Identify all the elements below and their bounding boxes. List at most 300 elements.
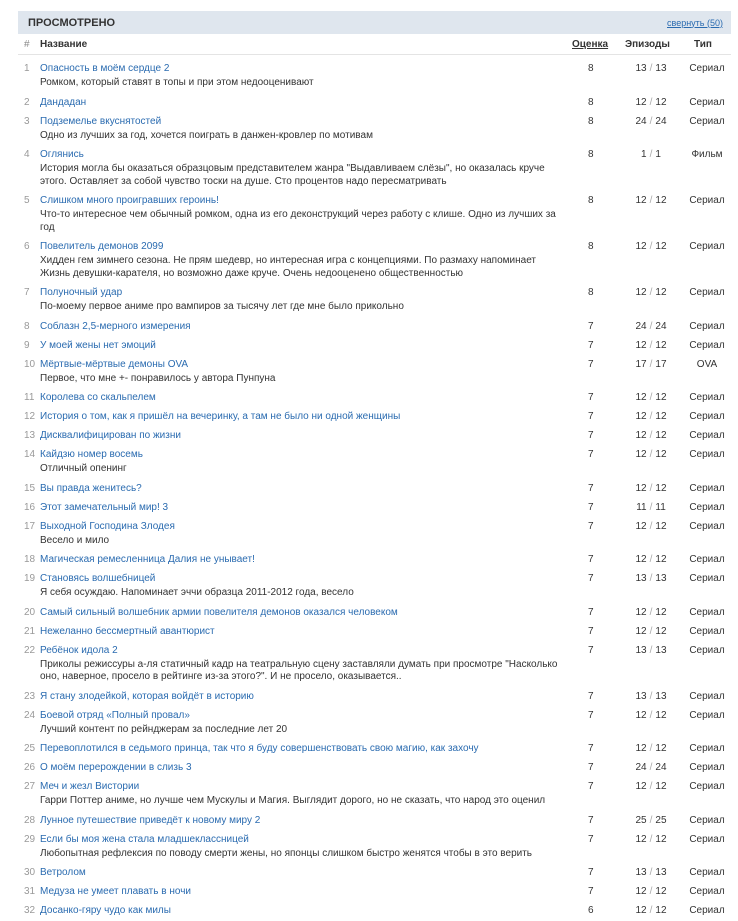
episodes-total: 13 <box>655 644 667 656</box>
anime-type: Сериал <box>689 762 725 773</box>
row-number: 11 <box>24 392 35 403</box>
episodes-progress <box>618 411 684 422</box>
episodes-separator: / <box>649 886 653 897</box>
episodes-separator: / <box>649 115 653 127</box>
user-comment: Первое, что мне +- понравилось у автора Пунпуна <box>40 372 276 384</box>
episodes-separator: / <box>649 625 653 637</box>
anime-title-link[interactable]: Я стану злодейкой, которая войдёт в историю <box>40 690 254 702</box>
episodes-watched: 24 <box>635 115 647 127</box>
user-score: 7 <box>588 339 594 351</box>
table-row <box>18 812 731 831</box>
user-score: 7 <box>588 554 594 565</box>
anime-title-link[interactable]: Становясь волшебницей <box>40 573 156 584</box>
episodes-total: 1 <box>655 149 661 160</box>
episodes-watched: 12 <box>635 411 647 422</box>
anime-title-link[interactable]: Соблазн 2,5-мерного измерения <box>40 320 191 332</box>
row-number: 9 <box>24 339 30 351</box>
episodes-progress <box>618 626 684 637</box>
anime-type: OVA <box>696 358 718 370</box>
episodes-progress <box>618 116 684 127</box>
episodes-watched: 12 <box>635 743 647 754</box>
episodes-progress <box>618 97 684 108</box>
row-number: 31 <box>24 886 36 897</box>
episodes-separator: / <box>649 449 653 460</box>
episodes-total: 12 <box>655 482 667 494</box>
row-number: 3 <box>24 115 30 127</box>
episodes-progress <box>618 781 684 792</box>
anime-type: Сериал <box>689 430 725 441</box>
episodes-watched: 13 <box>635 573 647 584</box>
anime-type: Сериал <box>689 195 725 206</box>
user-score: 8 <box>588 287 594 298</box>
episodes-separator: / <box>649 867 653 878</box>
anime-type: Сериал <box>689 392 725 403</box>
user-score: 7 <box>588 501 594 513</box>
table-row <box>18 446 731 480</box>
episodes-separator: / <box>649 358 653 370</box>
episodes-separator: / <box>649 392 653 403</box>
anime-title-link[interactable]: Перевоплотился в седьмого принца, так что я буду совершенствовать свою магию, как захочу <box>40 743 479 754</box>
anime-title-link[interactable]: Подземелье вкуснятостей <box>40 115 162 127</box>
episodes-watched: 11 <box>636 501 647 513</box>
episodes-total: 13 <box>655 690 667 702</box>
anime-list <box>18 60 731 921</box>
episodes-separator: / <box>649 743 653 754</box>
user-score: 8 <box>588 115 594 127</box>
episodes-watched: 13 <box>635 63 647 74</box>
anime-title-link[interactable]: Нежеланно бессмертный авантюрист <box>40 625 215 637</box>
episodes-watched: 17 <box>635 358 647 370</box>
table-row <box>18 642 731 688</box>
anime-type: Сериал <box>689 573 725 584</box>
episodes-separator: / <box>649 195 653 206</box>
user-score: 7 <box>588 358 594 370</box>
table-row <box>18 551 731 570</box>
row-number: 17 <box>24 520 36 532</box>
episodes-watched: 12 <box>635 709 647 721</box>
anime-title-link[interactable]: Слишком много проигравших героинь! <box>40 195 219 206</box>
episodes-separator: / <box>649 96 653 108</box>
user-score: 8 <box>588 149 594 160</box>
episodes-total: 12 <box>655 96 667 108</box>
anime-title-link[interactable]: Этот замечательный мир! 3 <box>40 501 169 513</box>
anime-type: Сериал <box>689 867 725 878</box>
episodes-watched: 12 <box>635 241 647 252</box>
anime-title-link[interactable]: Лунное путешествие приведёт к новому миру 2 <box>40 814 261 826</box>
anime-title-link[interactable]: Выходной Господина Злодея <box>40 520 175 532</box>
episodes-separator: / <box>649 814 653 826</box>
row-number: 25 <box>24 743 36 754</box>
episodes-total: 12 <box>655 709 667 721</box>
user-score: 8 <box>588 195 594 206</box>
episodes-watched: 24 <box>635 762 647 773</box>
table-row <box>18 113 731 147</box>
episodes-separator: / <box>649 905 653 916</box>
user-score: 7 <box>588 762 594 773</box>
anime-type: Сериал <box>689 709 725 721</box>
user-score: 7 <box>588 625 594 637</box>
anime-title-link[interactable]: Полуночный удар <box>40 287 123 298</box>
row-number: 10 <box>24 358 36 370</box>
row-number: 6 <box>24 241 30 252</box>
row-number: 32 <box>24 905 36 916</box>
anime-type: Сериал <box>689 690 725 702</box>
row-number: 4 <box>24 149 30 160</box>
episodes-separator: / <box>649 149 653 160</box>
table-row <box>18 192 731 238</box>
episodes-progress <box>618 867 684 878</box>
episodes-watched: 1 <box>641 149 647 160</box>
table-row <box>18 284 731 318</box>
episodes-progress <box>618 743 684 754</box>
episodes-watched: 12 <box>635 554 647 565</box>
episodes-separator: / <box>649 287 653 298</box>
episodes-separator: / <box>649 690 653 702</box>
episodes-progress <box>618 287 684 298</box>
episodes-total: 24 <box>655 115 667 127</box>
row-number: 13 <box>24 430 36 441</box>
table-row <box>18 688 731 707</box>
column-episodes: Эпизоды <box>625 39 670 50</box>
anime-type: Сериал <box>689 743 725 754</box>
anime-type: Сериал <box>689 96 725 108</box>
anime-title-link[interactable]: Опасность в моём сердце 2 <box>40 63 170 74</box>
user-comment: Лучший контент по рейнджерам за последние лет 20 <box>40 723 288 735</box>
anime-title-link[interactable]: Самый сильный волшебник армии повелителя демонов оказался человеком <box>40 606 398 618</box>
anime-type: Сериал <box>689 644 725 656</box>
episodes-total: 13 <box>655 63 667 74</box>
column-type: Тип <box>694 39 712 50</box>
user-score: 8 <box>588 241 594 252</box>
anime-title-link[interactable]: Королева со скальпелем <box>40 392 156 403</box>
user-score: 7 <box>588 482 594 494</box>
episodes-watched: 12 <box>635 520 647 532</box>
episodes-separator: / <box>649 482 653 494</box>
episodes-progress <box>618 502 684 513</box>
user-score: 7 <box>588 411 594 422</box>
episodes-separator: / <box>649 501 653 513</box>
episodes-progress <box>618 834 684 845</box>
episodes-total: 12 <box>655 625 667 637</box>
user-score: 7 <box>588 814 594 826</box>
episodes-progress <box>618 149 684 160</box>
anime-title-link[interactable]: История о том, как я пришёл на вечеринку, а там не было ни одной женщины <box>40 411 401 422</box>
user-score: 7 <box>588 392 594 403</box>
row-number: 18 <box>24 554 36 565</box>
episodes-progress <box>618 905 684 916</box>
episodes-total: 12 <box>655 241 667 252</box>
episodes-watched: 25 <box>635 814 647 826</box>
episodes-progress <box>618 321 684 332</box>
table-row <box>18 518 731 552</box>
row-number: 16 <box>24 501 36 513</box>
anime-title-link[interactable]: Боевой отряд «Полный провал» <box>40 709 190 721</box>
episodes-watched: 12 <box>635 625 647 637</box>
user-comment: Одно из лучших за год, хочется поиграть в данжен-кровлер по мотивам <box>40 129 373 141</box>
anime-title-link[interactable]: Мёртвые-мёртвые демоны OVA <box>40 358 189 370</box>
anime-title-link[interactable]: Ветролом <box>40 867 86 878</box>
row-number: 21 <box>24 625 36 637</box>
episodes-watched: 12 <box>635 606 647 618</box>
row-number: 5 <box>24 195 30 206</box>
anime-title-link[interactable]: Если бы моя жена стала младшеклассницей <box>40 833 249 845</box>
row-number: 1 <box>24 63 30 74</box>
user-comment: Я себя осуждаю. Напоминает эччи образца 2011-2012 года, весело <box>40 587 354 598</box>
episodes-progress <box>618 645 684 656</box>
episodes-separator: / <box>649 320 653 332</box>
user-score: 7 <box>588 867 594 878</box>
anime-title-link[interactable]: Оглянись <box>40 149 84 160</box>
anime-type: Сериал <box>689 625 725 637</box>
user-score: 7 <box>588 690 594 702</box>
watched-list-panel <box>18 11 731 921</box>
user-score: 7 <box>588 449 594 460</box>
table-row <box>18 238 731 284</box>
anime-title-link[interactable]: Магическая ремесленница Далия не унывает! <box>40 554 255 565</box>
episodes-progress <box>618 195 684 206</box>
row-number: 12 <box>24 411 36 422</box>
episodes-watched: 12 <box>635 482 647 494</box>
anime-type: Сериал <box>689 411 725 422</box>
anime-type: Сериал <box>689 241 725 252</box>
episodes-progress <box>618 554 684 565</box>
episodes-watched: 13 <box>635 690 647 702</box>
column-score-sort[interactable]: Оценка <box>572 39 609 50</box>
episodes-watched: 12 <box>635 392 647 403</box>
episodes-separator: / <box>649 411 653 422</box>
user-score: 7 <box>588 743 594 754</box>
anime-type: Сериал <box>689 482 725 494</box>
anime-title-link[interactable]: Меч и жезл Вистории <box>40 781 140 792</box>
episodes-watched: 12 <box>635 905 647 916</box>
episodes-total: 13 <box>655 867 667 878</box>
anime-type: Сериал <box>689 905 725 916</box>
anime-type: Сериал <box>689 320 725 332</box>
column-num: # <box>24 39 30 50</box>
user-comment: По-моему первое аниме про вампиров за тысячу лет где мне было прикольно <box>40 301 404 312</box>
episodes-separator: / <box>649 430 653 441</box>
user-comment: Что-то интересное чем обычный ромком, одна из его деконструкций через работу с клише. Одно из лучших за год <box>40 209 556 233</box>
episodes-separator: / <box>649 520 653 532</box>
user-score: 7 <box>588 833 594 845</box>
row-number: 19 <box>24 573 36 584</box>
table-row <box>18 94 731 113</box>
anime-type: Сериал <box>689 115 725 127</box>
episodes-watched: 12 <box>635 430 647 441</box>
episodes-separator: / <box>649 241 653 252</box>
anime-title-link[interactable]: О моём перерождении в слизь 3 <box>40 762 192 773</box>
episodes-separator: / <box>649 606 653 618</box>
episodes-separator: / <box>649 644 653 656</box>
episodes-watched: 12 <box>635 339 647 351</box>
episodes-separator: / <box>649 781 653 792</box>
episodes-watched: 13 <box>635 867 647 878</box>
episodes-total: 13 <box>655 573 667 584</box>
episodes-total: 12 <box>655 781 667 792</box>
anime-type: Фильм <box>691 149 723 160</box>
anime-title-link[interactable]: Ребёнок идола 2 <box>40 644 118 656</box>
episodes-progress <box>618 392 684 403</box>
row-number: 22 <box>24 644 36 656</box>
episodes-total: 12 <box>655 411 667 422</box>
episodes-total: 12 <box>655 520 667 532</box>
episodes-separator: / <box>649 833 653 845</box>
table-header <box>18 34 731 55</box>
row-number: 30 <box>24 867 36 878</box>
episodes-total: 12 <box>655 833 667 845</box>
anime-title-link[interactable]: Досанко-гяру чудо как милы <box>40 905 171 916</box>
episodes-progress <box>618 241 684 252</box>
anime-title-link[interactable]: Кайдзю номер восемь <box>40 449 143 460</box>
row-number: 15 <box>24 482 36 494</box>
table-row <box>18 707 731 741</box>
table-row <box>18 408 731 427</box>
section-header <box>18 11 731 34</box>
row-number: 28 <box>24 814 36 826</box>
user-score: 7 <box>588 430 594 441</box>
anime-title-link[interactable]: Дисквалифицирован по жизни <box>40 430 181 441</box>
anime-type: Сериал <box>689 886 725 897</box>
anime-type: Сериал <box>689 63 725 74</box>
episodes-separator: / <box>649 709 653 721</box>
episodes-separator: / <box>649 63 653 74</box>
episodes-total: 12 <box>655 886 667 897</box>
episodes-progress <box>618 886 684 897</box>
user-comment: Отличный опенинг <box>40 463 127 474</box>
anime-title-link[interactable]: Медуза не умеет плавать в ночи <box>40 886 191 897</box>
user-score: 7 <box>588 781 594 792</box>
user-score: 6 <box>588 905 594 916</box>
episodes-watched: 12 <box>635 833 647 845</box>
episodes-watched: 12 <box>635 96 647 108</box>
episodes-progress <box>618 430 684 441</box>
episodes-total: 25 <box>655 814 667 826</box>
table-row <box>18 318 731 337</box>
table-row <box>18 480 731 499</box>
anime-title-link[interactable]: Дандадан <box>40 96 87 108</box>
user-score: 8 <box>588 63 594 74</box>
table-row <box>18 60 731 94</box>
anime-type: Сериал <box>689 606 725 618</box>
row-number: 14 <box>24 449 36 460</box>
episodes-watched: 12 <box>635 781 647 792</box>
section-title: ПРОСМОТРЕНО <box>28 16 116 29</box>
user-score: 7 <box>588 573 594 584</box>
row-number: 24 <box>24 709 36 721</box>
episodes-progress <box>618 691 684 702</box>
row-number: 23 <box>24 690 36 702</box>
user-score: 8 <box>588 96 594 108</box>
table-row <box>18 427 731 446</box>
anime-type: Сериал <box>689 449 725 460</box>
user-comment: Хидден гем зимнего сезона. Не прям шедевр, но интересная игра с концепциями. По размаху напоминает Жизнь девушки-карателя, но возможно даже круче. Очень недооценено общественностью <box>40 255 537 279</box>
table-row <box>18 864 731 883</box>
episodes-progress <box>618 483 684 494</box>
episodes-progress <box>618 573 684 584</box>
column-name: Название <box>40 39 88 50</box>
row-number: 20 <box>24 606 36 618</box>
episodes-total: 12 <box>655 195 667 206</box>
table-row <box>18 604 731 623</box>
user-comment: История могла бы оказаться образцовым представителем жанра "Выдавливаем слёзы", но оказалась круче этого. Оставляет за собой чувство тоски на душе. Сто процентов надо пересматривать <box>40 163 545 187</box>
table-row <box>18 146 731 192</box>
user-score: 7 <box>588 606 594 618</box>
episodes-total: 12 <box>655 449 667 460</box>
episodes-progress <box>618 762 684 773</box>
episodes-watched: 12 <box>635 287 647 298</box>
episodes-total: 17 <box>655 358 667 370</box>
episodes-separator: / <box>649 762 653 773</box>
anime-type: Сериал <box>689 287 725 298</box>
episodes-total: 12 <box>655 743 667 754</box>
row-number: 27 <box>24 781 36 792</box>
table-row <box>18 337 731 356</box>
user-score: 7 <box>588 644 594 656</box>
anime-title-link[interactable]: Вы правда женитесь? <box>40 482 142 494</box>
episodes-watched: 13 <box>635 644 647 656</box>
anime-type: Сериал <box>689 520 725 532</box>
episodes-watched: 12 <box>635 886 647 897</box>
anime-type: Сериал <box>689 833 725 845</box>
episodes-progress <box>618 340 684 351</box>
episodes-total: 24 <box>655 320 667 332</box>
episodes-total: 11 <box>655 501 666 513</box>
row-number: 7 <box>24 287 30 298</box>
episodes-watched: 12 <box>635 195 647 206</box>
table-row <box>18 759 731 778</box>
collapse-link[interactable]: свернуть (50) <box>667 17 723 28</box>
episodes-watched: 24 <box>635 320 647 332</box>
table-row <box>18 778 731 812</box>
anime-type: Сериал <box>689 501 725 513</box>
table-row <box>18 389 731 408</box>
episodes-total: 12 <box>655 430 667 441</box>
episodes-progress <box>618 521 684 532</box>
user-comment: Любопытная рефлексия по поводу смерти жены, но японцы слишком быстро женятся чтобы в это верить <box>40 847 533 859</box>
anime-type: Сериал <box>689 814 725 826</box>
table-row <box>18 570 731 604</box>
episodes-total: 12 <box>655 606 667 618</box>
episodes-progress <box>618 359 684 370</box>
table-row <box>18 902 731 921</box>
row-number: 26 <box>24 762 36 773</box>
anime-title-link[interactable]: Повелитель демонов 2099 <box>40 241 164 252</box>
table-row <box>18 623 731 642</box>
anime-title-link[interactable]: У моей жены нет эмоций <box>40 339 156 351</box>
row-number: 8 <box>24 320 30 332</box>
episodes-total: 12 <box>655 554 667 565</box>
episodes-progress <box>618 63 684 74</box>
user-comment: Весело и мило <box>40 534 110 546</box>
table-row <box>18 356 731 390</box>
user-score: 7 <box>588 320 594 332</box>
episodes-progress <box>618 607 684 618</box>
user-score: 7 <box>588 520 594 532</box>
episodes-separator: / <box>649 573 653 584</box>
user-comment: Приколы режиссуры а-ля статичный кадр на театральную сцену заставляли думать при просмотре "Насколько оно, наверное, просело в рейтинге из-за этого?". И не просело, оказывается.. <box>40 658 558 682</box>
row-number: 2 <box>24 96 30 108</box>
episodes-total: 24 <box>655 762 667 773</box>
user-comment: Ромком, который ставят в топы и при этом недооценивают <box>40 77 314 88</box>
episodes-total: 12 <box>655 905 667 916</box>
anime-type: Сериал <box>689 554 725 565</box>
episodes-total: 12 <box>655 339 667 351</box>
table-row <box>18 883 731 902</box>
user-score: 7 <box>588 886 594 897</box>
episodes-progress <box>618 710 684 721</box>
episodes-watched: 12 <box>635 449 647 460</box>
episodes-progress <box>618 815 684 826</box>
